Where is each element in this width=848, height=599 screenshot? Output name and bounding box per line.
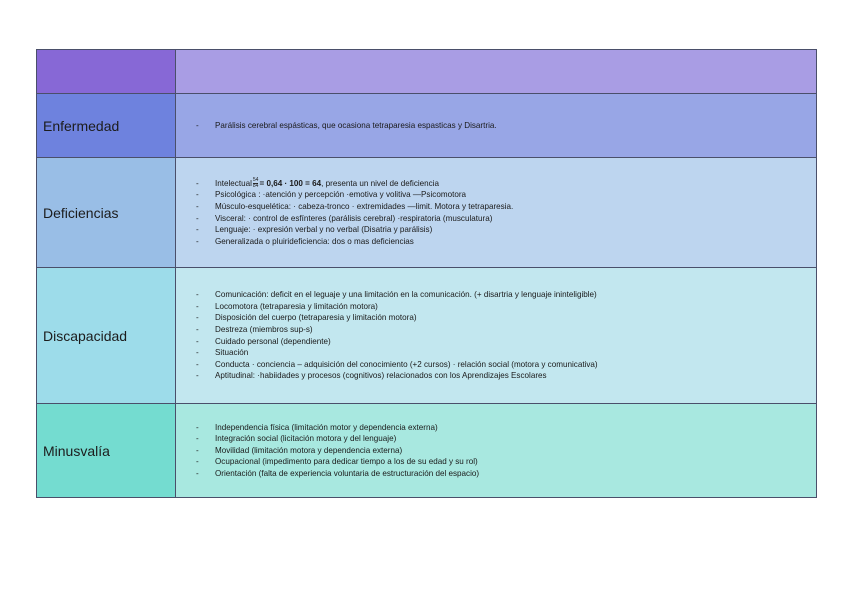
row-deficiencias (37, 158, 817, 268)
row-enfermedad (37, 94, 817, 158)
item-list (196, 178, 810, 248)
fraction-numerator: 54 (252, 177, 259, 184)
list-item: - Locomotora (tetraparesia y limitación motora) (196, 301, 810, 313)
list-item: - Lenguaje: · expresión verbal y no verbal (Disatria y parálisis) (196, 224, 810, 236)
list-item: - Cuidado personal (dependiente) (196, 336, 810, 348)
list-item: - Generalizada o pluirideficiencia: dos o mas deficiencias (196, 236, 810, 248)
row-content-discapacidad (176, 268, 817, 404)
list-item: - Visceral: · control de esfínteres (parálisis cerebral) ·respiratoria (musculatura) (196, 213, 810, 225)
list-item: - Psicológica : ·atención y percepción ·emotiva y volitiva —Psicomotora (196, 189, 810, 201)
list-item: - Músculo-esquelética: · cabeza-tronco · extremidades —limit. Motora y tetraparesia. (196, 201, 810, 213)
list-item: - Parálisis cerebral espásticas, que ocasiona tetraparesia espasticas y Disartria. (196, 120, 810, 132)
list-item: - Integración social (licitación motora y del lenguaje) (196, 433, 810, 445)
header-content-cell (176, 50, 817, 94)
row-label-minusvalia: Minusvalía (37, 404, 176, 498)
row-minusvalia (37, 404, 817, 498)
score-fraction (253, 178, 259, 189)
row-label-discapacidad: Discapacidad (37, 268, 176, 404)
row-label-deficiencias: Deficiencias (37, 158, 176, 268)
header-label-cell (37, 50, 176, 94)
row-discapacidad (37, 268, 817, 404)
table-header-row (37, 50, 817, 94)
intelectual-prefix: Intelectual (215, 178, 252, 188)
list-item-intelectual (196, 178, 810, 190)
row-label-enfermedad: Enfermedad (37, 94, 176, 158)
list-item: - Ocupacional (impedimento para dedicar tiempo a los de su edad y su rol) (196, 456, 810, 468)
fraction-denominator: 84 (252, 183, 259, 190)
list-item: - Situación (196, 347, 810, 359)
list-item: - Movilidad (limitación motora y dependencia externa) (196, 445, 810, 457)
item-list (196, 120, 810, 132)
list-item: - Independencia física (limitación motor y dependencia externa) (196, 422, 810, 434)
row-content-minusvalia (176, 404, 817, 498)
intelectual-suffix: , presenta un nivel de deficiencia (321, 178, 440, 188)
list-item: - Conducta · conciencia – adquisición del conocimiento (+2 cursos) · relación social (motora y comunicativa) (196, 359, 810, 371)
item-list (196, 422, 810, 480)
classification-table (36, 49, 817, 498)
list-item: - Destreza (miembros sup-s) (196, 324, 810, 336)
list-item: - Aptitudinal: ·habiidades y procesos (cognitivos) relacionados con los Aprendizajes Escolares (196, 370, 810, 382)
list-item: - Orientación (falta de experiencia voluntaria de estructuración del espacio) (196, 468, 810, 480)
item-list (196, 289, 810, 382)
row-content-deficiencias (176, 158, 817, 268)
row-content-enfermedad (176, 94, 817, 158)
list-item: - Disposición del cuerpo (tetraparesia y limitación motora) (196, 312, 810, 324)
list-item: - Comunicación: deficit en el leguaje y una limitación en la comunicación. (+ disartria y lenguaje ininteligible) (196, 289, 810, 301)
score-result: = 0,64 · 100 = 64 (259, 178, 322, 188)
